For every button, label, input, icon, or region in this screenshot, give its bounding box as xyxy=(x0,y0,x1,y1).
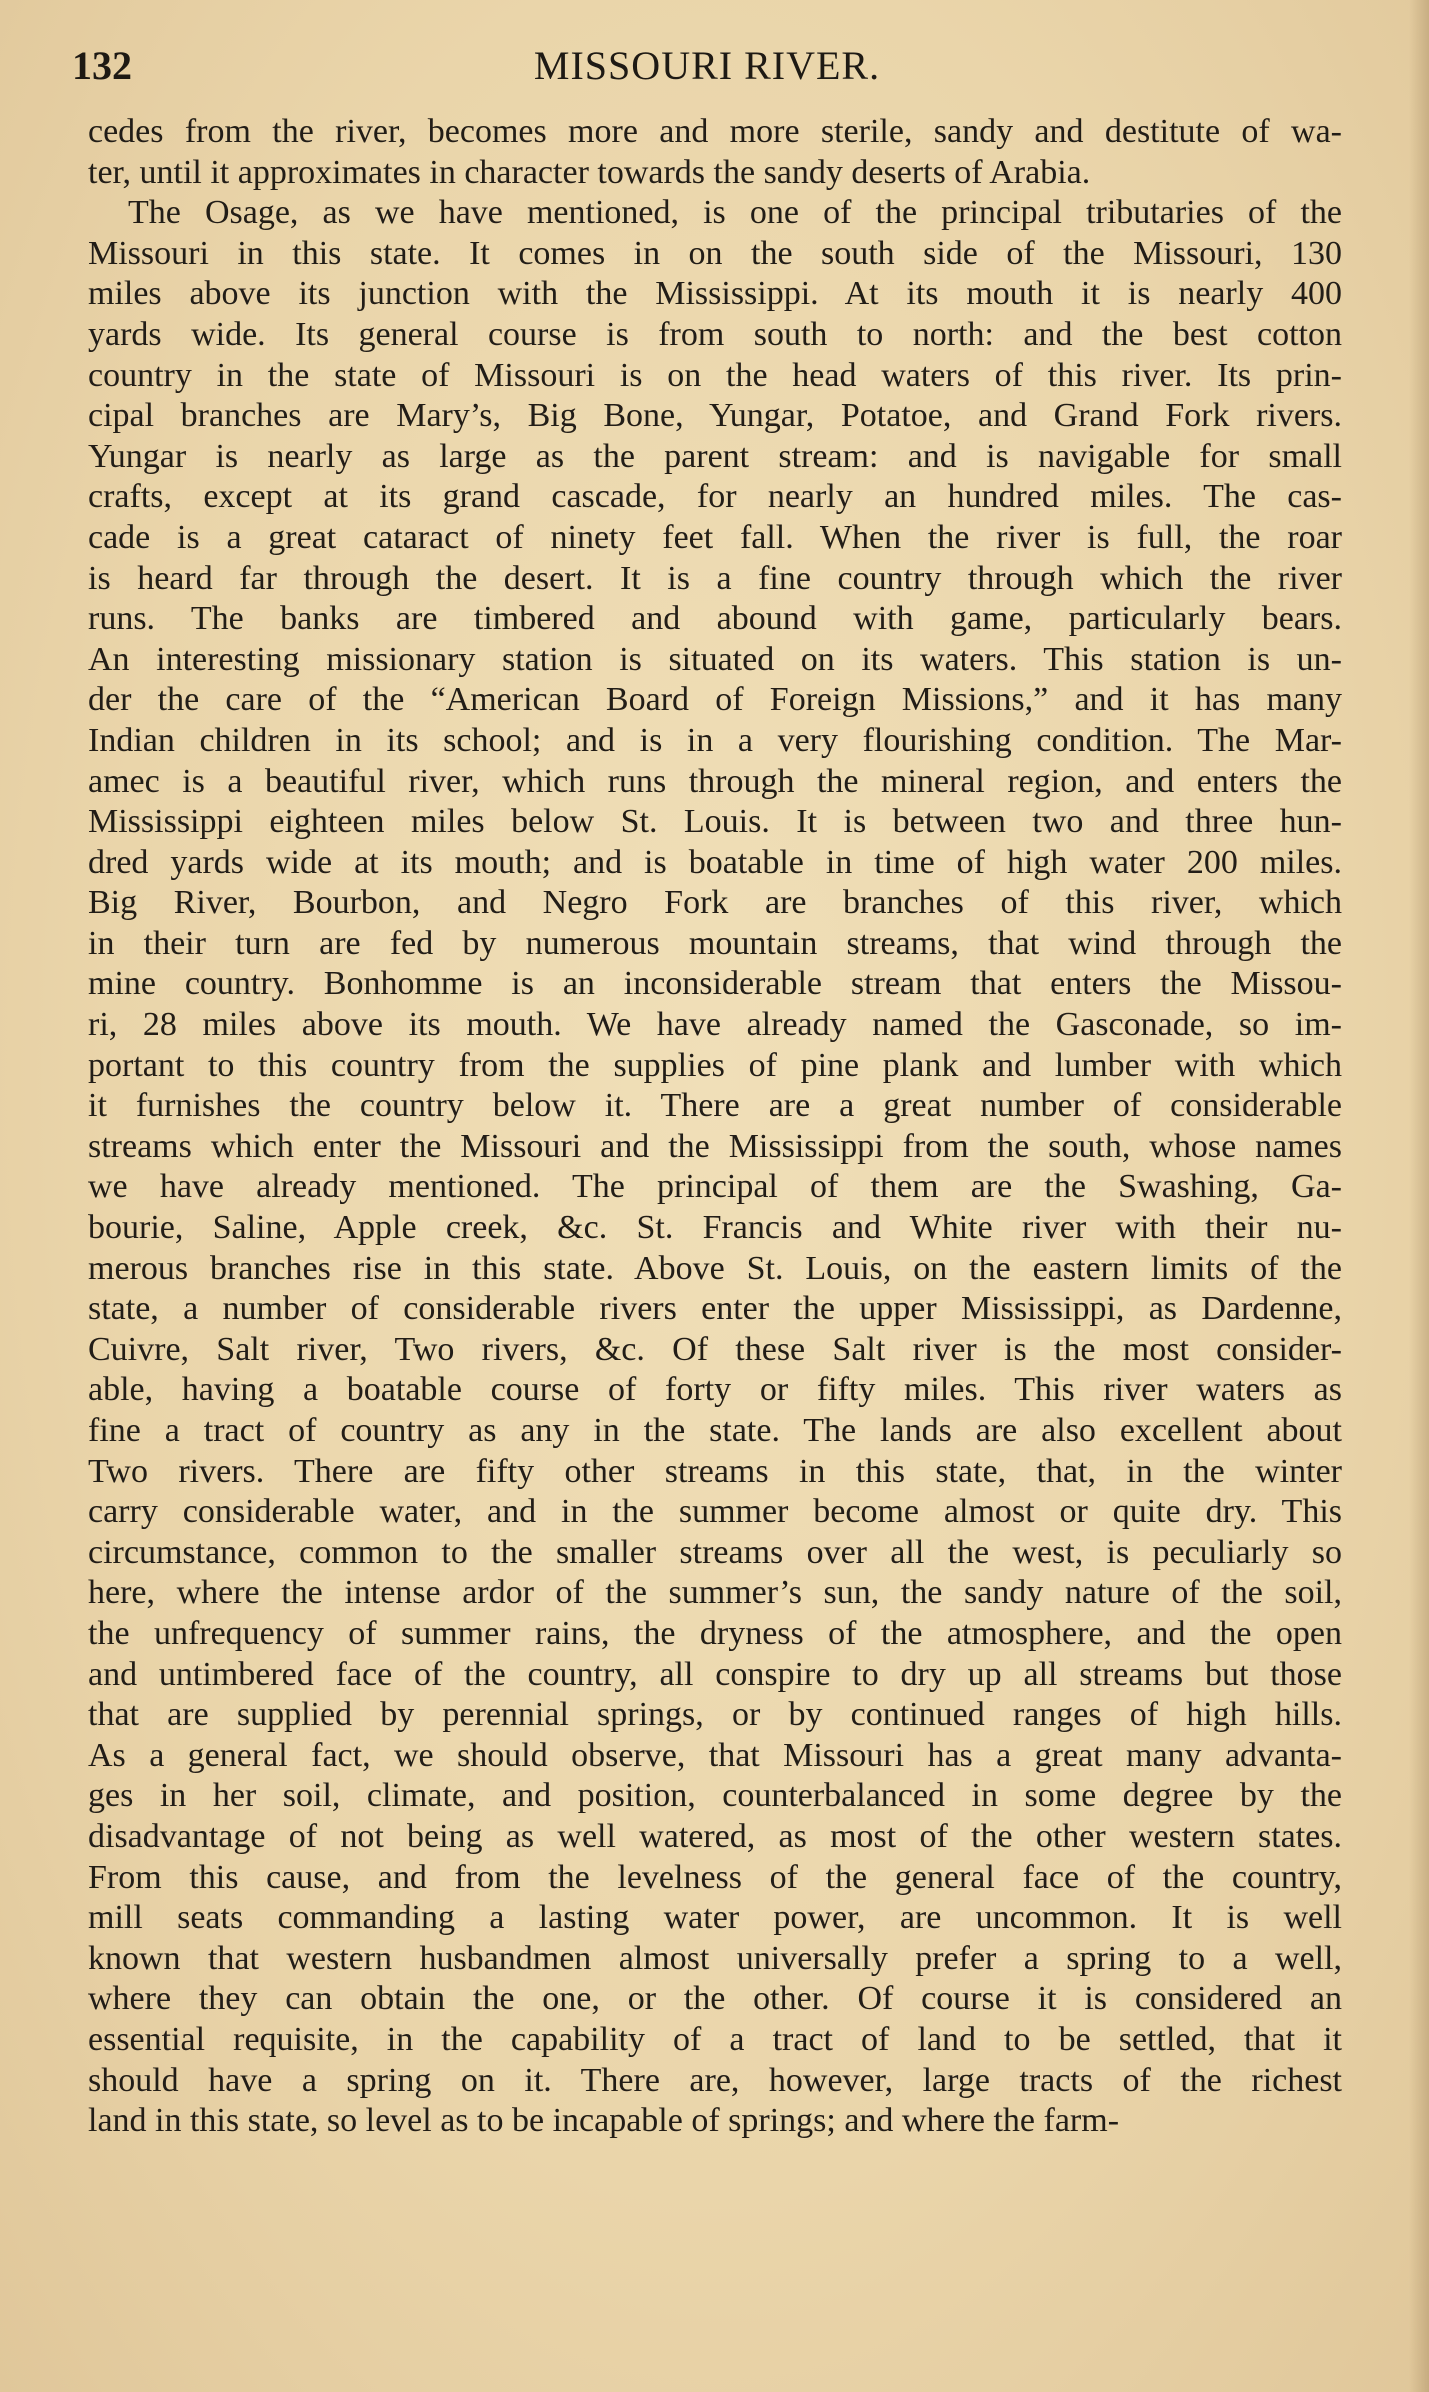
text-line: should have a spring on it. There are, however, large tracts of the richest xyxy=(88,2061,1342,2099)
text-line: The Osage, as we have mentioned, is one of the principal tributaries of the xyxy=(128,194,1342,232)
text-line: that are supplied by perennial springs, or by continued ranges of high hills. xyxy=(88,1696,1342,1734)
text-line: circumstance, common to the smaller streams over all the west, is peculiarly so xyxy=(88,1533,1342,1571)
text-line: Cuivre, Salt river, Two rivers, &c. Of these Salt river is the most consider- xyxy=(88,1330,1342,1368)
text-line: carry considerable water, and in the summer become almost or quite dry. This xyxy=(88,1493,1342,1531)
text-line: land in this state, so level as to be incapable of springs; and where the farm- xyxy=(88,2102,1120,2140)
text-line: is heard far through the desert. It is a fine country through which the river xyxy=(88,559,1342,597)
text-line: in their turn are fed by numerous mountain streams, that wind through the xyxy=(88,924,1342,962)
text-line: der the care of the “American Board of Foreign Missions,” and it has many xyxy=(88,681,1342,719)
text-line: From this cause, and from the levelness of the general face of the country, xyxy=(88,1858,1342,1896)
text-line: known that western husbandmen almost universally prefer a spring to a well, xyxy=(88,1939,1342,1977)
text-line: As a general fact, we should observe, that Missouri has a great many advanta- xyxy=(88,1736,1342,1774)
text-line: Mississippi eighteen miles below St. Louis. It is between two and three hun- xyxy=(88,803,1342,841)
text-line: dred yards wide at its mouth; and is boatable in time of high water 200 miles. xyxy=(88,843,1342,881)
text-line: bourie, Saline, Apple creek, &c. St. Francis and White river with their nu- xyxy=(88,1209,1342,1247)
text-line: state, a number of considerable rivers enter the upper Mississippi, as Dardenne, xyxy=(88,1290,1342,1328)
body-text xyxy=(88,112,1342,2142)
text-line: crafts, except at its grand cascade, for nearly an hundred miles. The cas- xyxy=(88,478,1342,516)
text-line: fine a tract of country as any in the state. The lands are also excellent about xyxy=(88,1412,1342,1449)
text-line: miles above its junction with the Mississippi. At its mouth it is nearly 400 xyxy=(88,275,1342,313)
text-line: cipal branches are Mary’s, Big Bone, Yungar, Potatoe, and Grand Fork rivers. xyxy=(88,397,1342,435)
text-line: yards wide. Its general course is from south to north: and the best cotton xyxy=(88,315,1342,353)
text-line: the unfrequency of summer rains, the dryness of the atmosphere, and the open xyxy=(88,1614,1342,1652)
text-line: Indian children in its school; and is in a very flourishing condition. The Mar- xyxy=(88,721,1342,759)
page-edge-shadow xyxy=(1409,0,1429,2392)
text-line: runs. The banks are timbered and abound with game, particularly bears. xyxy=(88,600,1342,638)
text-line: ri, 28 miles above its mouth. We have already named the Gasconade, so im- xyxy=(88,1006,1342,1044)
text-line: here, where the intense ardor of the summer’s sun, the sandy nature of the soil, xyxy=(88,1574,1342,1612)
page-header xyxy=(72,40,1342,92)
text-line: it furnishes the country below it. There are a great number of considerable xyxy=(88,1087,1342,1125)
text-line: mill seats commanding a lasting water power, are uncommon. It is well xyxy=(88,1899,1342,1937)
text-line: An interesting missionary station is situated on its waters. This station is un- xyxy=(88,640,1342,678)
text-line: portant to this country from the supplies of pine plank and lumber with which xyxy=(88,1046,1342,1084)
running-title: MISSOURI RIVER. xyxy=(533,43,881,88)
text-line: and untimbered face of the country, all conspire to dry up all streams but those xyxy=(88,1655,1342,1693)
text-line: where they can obtain the one, or the other. Of course it is considered an xyxy=(88,1980,1342,2018)
text-line: we have already mentioned. The principal of them are the Swashing, Ga- xyxy=(88,1168,1342,1206)
text-line: mine country. Bonhomme is an inconsiderable stream that enters the Missou- xyxy=(88,965,1342,1003)
text-line: amec is a beautiful river, which runs through the mineral region, and enters the xyxy=(88,762,1342,800)
text-line: cedes from the river, becomes more and more sterile, sandy and destitute of wa- xyxy=(88,113,1342,150)
text-line: ges in her soil, climate, and position, counterbalanced in some degree by the xyxy=(88,1777,1342,1815)
text-line: country in the state of Missouri is on the head waters of this river. Its prin- xyxy=(88,356,1342,394)
text-line: streams which enter the Missouri and the Mississippi from the south, whose names xyxy=(88,1127,1342,1165)
text-line: Big River, Bourbon, and Negro Fork are branches of this river, which xyxy=(88,884,1342,922)
text-line: able, having a boatable course of forty or fifty miles. This river waters as xyxy=(88,1371,1342,1409)
text-line: essential requisite, in the capability of a tract of land to be settled, that it xyxy=(88,2020,1342,2058)
text-line: Yungar is nearly as large as the parent stream: and is navigable for small xyxy=(88,437,1342,475)
page-number: 132 xyxy=(72,43,132,88)
text-line: cade is a great cataract of ninety feet fall. When the river is full, the roar xyxy=(88,518,1342,556)
text-line: ter, until it approximates in character towards the sandy deserts of Arabia. xyxy=(88,153,1091,191)
text-line: disadvantage of not being as well watered, as most of the other western states. xyxy=(88,1817,1342,1855)
text-line: merous branches rise in this state. Above St. Louis, on the eastern limits of the xyxy=(88,1249,1342,1287)
text-line: Two rivers. There are fifty other streams in this state, that, in the winter xyxy=(88,1452,1342,1490)
text-line: Missouri in this state. It comes in on the south side of the Missouri, 130 xyxy=(88,234,1342,272)
